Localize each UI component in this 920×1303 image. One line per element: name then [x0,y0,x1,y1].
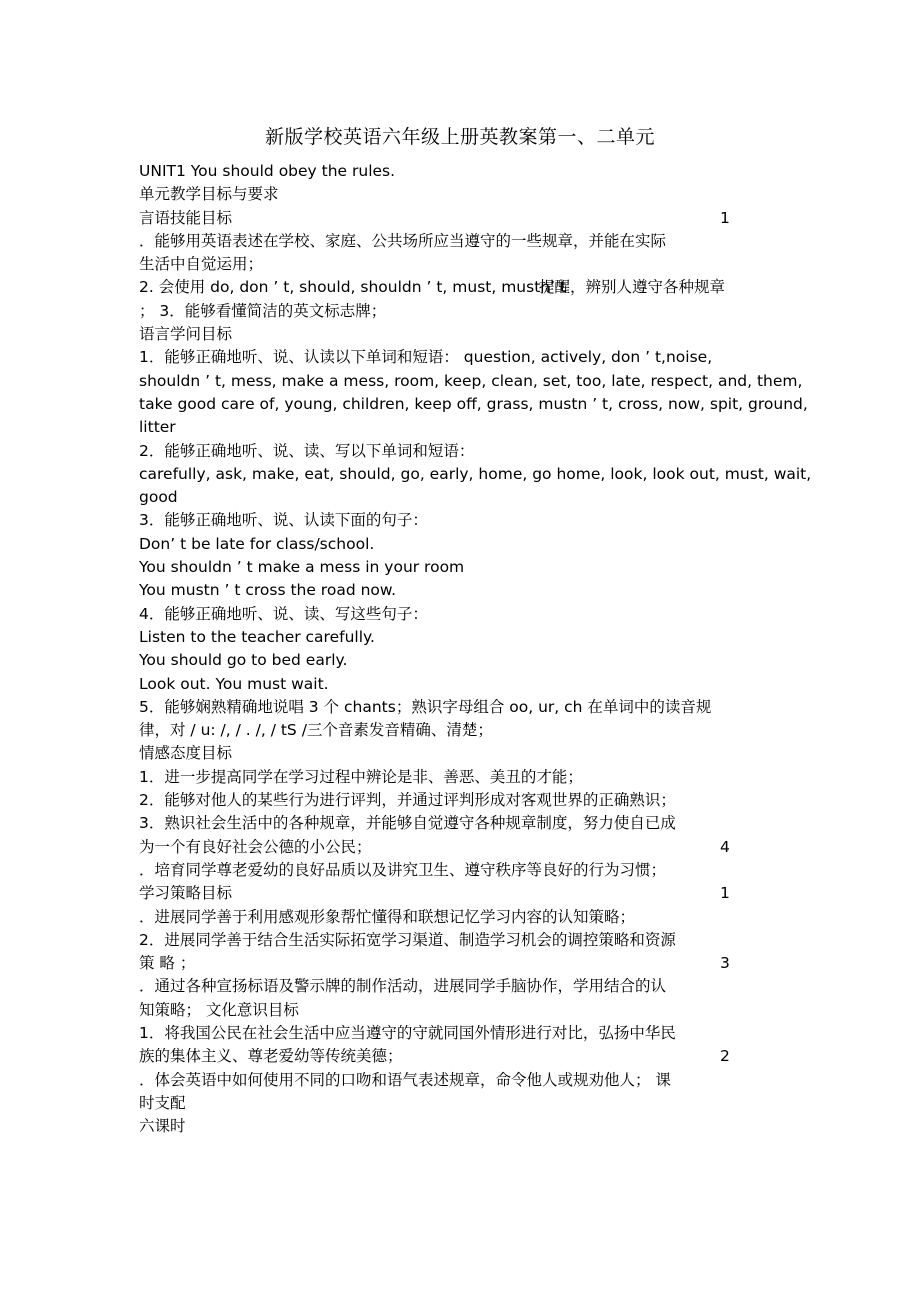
list-number: 3 [720,954,730,973]
text-line: 5．能够娴熟精确地说唱 3 个 chants；熟识字母组合 oo, ur, ch 在单词中的读音规 [139,697,712,716]
text-line [139,952,779,975]
text-line [139,882,779,905]
line-text: 言语技能目标 [139,208,233,227]
text-line: You shouldn ’ t make a mess in your room [139,558,465,577]
text-line [139,276,779,299]
text-line: shouldn ’ t, mess, make a mess, room, keep, clean, set, too, late, respect, and, them, [139,371,803,390]
text-line [139,207,779,230]
text-line: 2．进展同学善于结合生活实际拓宽学习渠道、制造学习机会的调控策略和资源 [139,930,676,949]
text-line: Listen to the teacher carefully. [139,627,375,646]
text-line: 1．将我国公民在社会生活中应当遵守的守就同国外情形进行对比，弘扬中华民 [139,1023,676,1042]
line-text: 2. 会使用 do, don ’ t, should, shouldn ’ t, must, mustn’ t [139,278,567,297]
text-line: 六课时 [139,1117,186,1136]
text-line: 4．能够正确地听、说、读、写这些句子： [139,604,428,623]
text-line: 3．熟识社会生活中的各种规章，并能够自觉遵守各种规章制度，努力使自已成 [139,814,676,833]
line-text: 学习策略目标 [139,884,233,903]
text-line: 3．能够正确地听、说、认读下面的句子： [139,511,428,530]
text-line: litter [139,418,176,437]
text-line: 情感态度目标 [139,744,233,763]
text-line: ．培育同学尊老爱幼的良好品质以及讲究卫生、遵守秩序等良好的行为习惯； [139,860,667,879]
text-line: Don’ t be late for class/school. [139,534,375,553]
document-body [139,160,812,1138]
line-text: 族的集体主义、尊老爱幼等传统美德； [139,1047,403,1066]
overlap-text: 提醒，辨别人遵守各种规章 [539,278,726,297]
text-line [139,836,779,859]
text-line: You should go to bed early. [139,651,348,670]
list-number: 1 [720,208,730,227]
line-text: 策 略 ； [139,954,196,973]
text-line: ； 3．能够看懂简洁的英文标志牌； [139,301,387,320]
text-line: 单元教学目标与要求 [139,185,279,204]
text-line: UNIT1 You should obey the rules. [139,162,396,180]
list-number: 1 [720,884,730,903]
text-line: ．进展同学善于利用感观形象帮忙懂得和联想记忆学习内容的认知策略； [139,907,636,926]
text-line: ．通过各种宣扬标语及警示牌的制作活动，进展同学手脑协作，学用结合的认 [139,977,667,996]
text-line: 2．能够正确地听、说、读、写以下单词和短语： [139,441,475,460]
text-line: ．能够用英语表述在学校、家庭、公共场所应当遵守的一些规章，并能在实际 [139,231,667,250]
text-line: 知策略； 文化意识目标 [139,1000,299,1019]
text-line: 1．能够正确地听、说、认读以下单词和短语： question, actively, don ’ t,noise, [139,348,713,367]
text-line: 生活中自觉运用； [139,255,264,274]
text-line: carefully, ask, make, eat, should, go, early, home, go home, look, look out, must, wait, [139,464,812,483]
text-line: 2．能够对他人的某些行为进行评判，并通过评判形成对客观世界的正确熟识； [139,791,676,810]
page-title: 新版学校英语六年级上册英教案第一、二单元 [264,126,655,148]
text-line: 语言学问目标 [139,325,233,344]
text-line: 律，对 / u: /, / . /, / tS /三个音素发音精确、清楚； [139,721,493,740]
list-number: 2 [720,1047,730,1066]
text-line: Look out. You must wait. [139,674,329,693]
text-line: good [139,488,178,507]
list-number: 4 [720,837,730,856]
text-line: take good care of, young, children, keep off, grass, mustn ’ t, cross, now, spit, ground, [139,394,808,413]
line-text: 为一个有良好社会公德的小公民； [139,837,372,856]
text-line: 时支配 [139,1093,186,1112]
text-line: 1．进一步提高同学在学习过程中辨论是非、善恶、美丑的才能； [139,767,583,786]
text-line: You mustn ’ t cross the road now. [139,581,397,600]
text-line [139,1045,779,1068]
text-line: ．体会英语中如何使用不同的口吻和语气表述规章，命令他人或规劝他人； 课 [139,1070,671,1089]
